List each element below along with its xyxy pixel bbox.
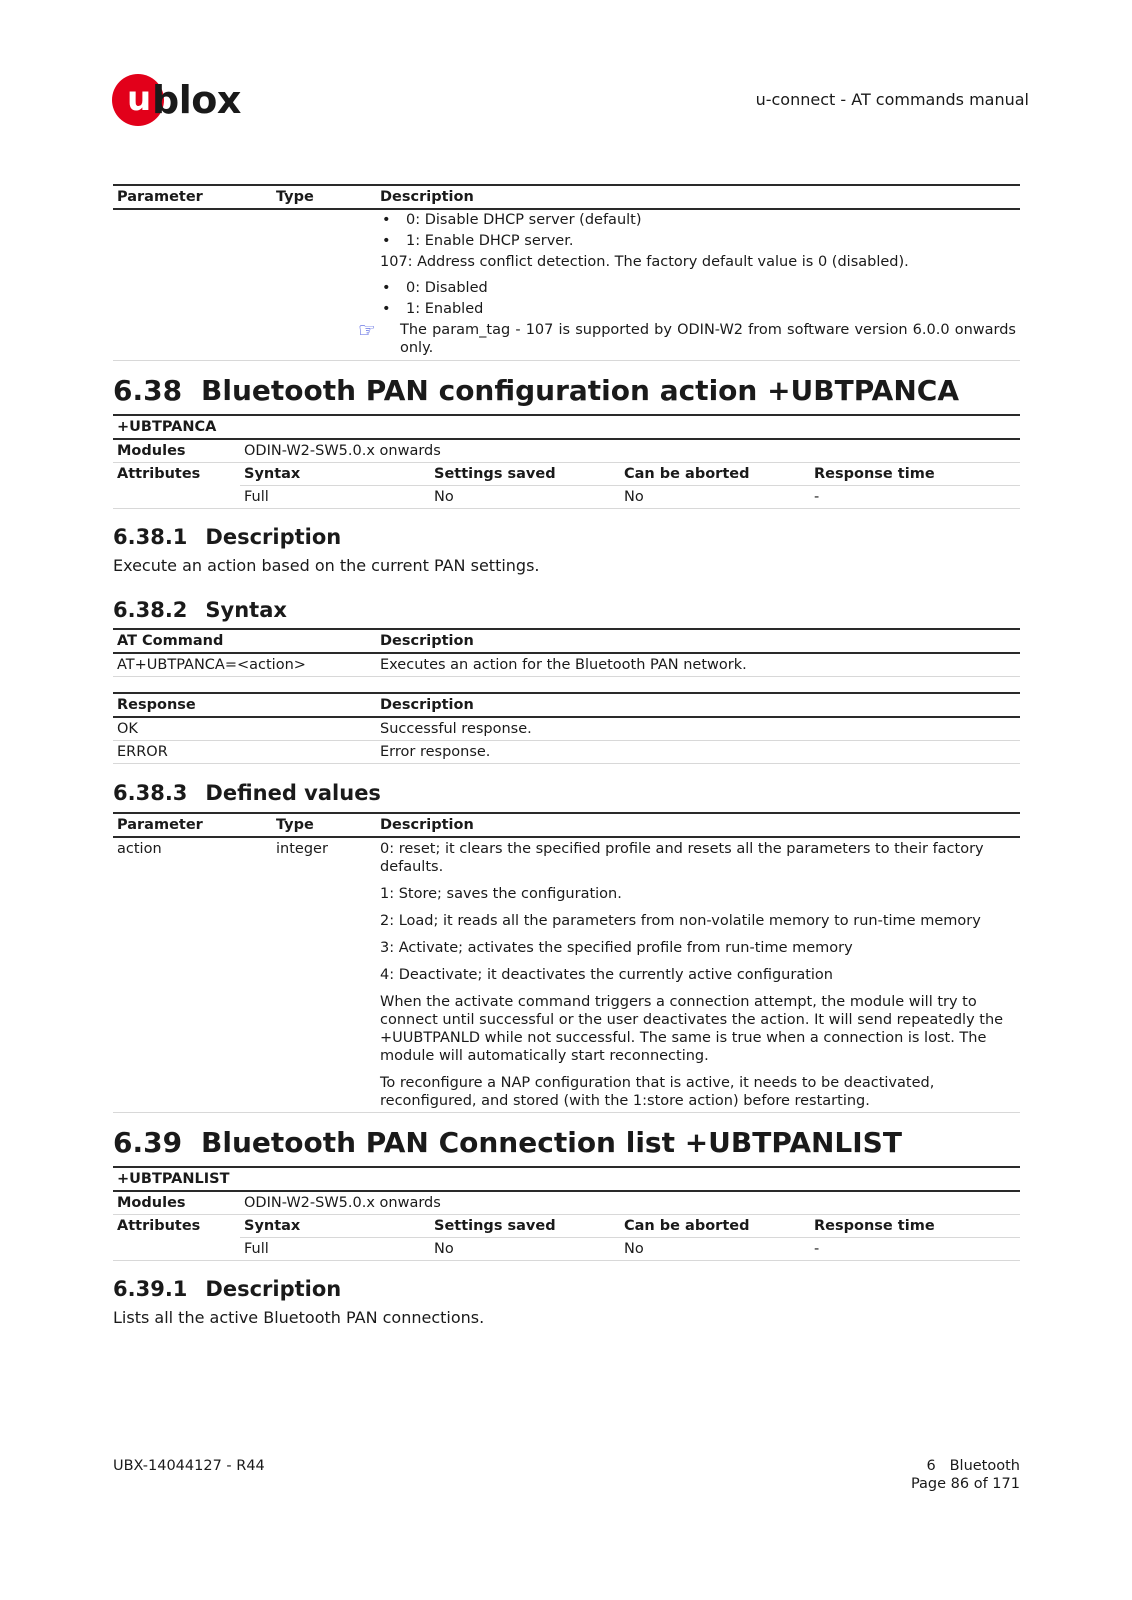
modules-value: ODIN-W2-SW5.0.x onwards [244,1195,441,1211]
logo-text: blox [152,78,241,122]
subsection-title-text: Description [205,1277,342,1301]
attr-syntax-header: Syntax [244,466,301,482]
section-title-6-39 [113,1127,902,1159]
attr-can-be-aborted-value: No [624,1241,644,1257]
attr-response-time-value: - [814,1241,820,1257]
col-parameter: Parameter [117,817,203,833]
attr-syntax-value: Full [244,1241,269,1257]
col-description: Description [380,697,474,713]
response-table [113,692,1020,764]
command-name: +UBTPANLIST [117,1171,230,1187]
attr-response-time-value: - [814,489,820,505]
response-description: Error response. [380,744,491,760]
attr-can-be-aborted-header: Can be aborted [624,466,750,482]
attributes-label: Attributes [117,466,201,482]
list-item: • 1: Enabled [380,300,1016,318]
col-description: Description [380,633,474,649]
col-parameter: Parameter [117,189,203,205]
footer-page-number: Page 86 of 171 [910,1476,1020,1492]
value-description: When the activate command triggers a connection attempt, the module will try to connect until successful or the user deactivates the action. It will send repeatedly the +UUBTPANLD while not successful. The same is true when a connection is lost. The module will automatically start reconnecting. [380,994,1004,1064]
list-item: • 0: Disable DHCP server (default) [380,211,1016,229]
attr-can-be-aborted-header: Can be aborted [624,1218,750,1234]
subsection-title-text: Syntax [205,598,287,622]
col-type: Type [276,817,314,833]
attributes-table-ubtpanca [113,414,1020,509]
param-name: action [117,841,162,857]
attr-settings-saved-value: No [434,1241,454,1257]
col-description: Description [380,817,474,833]
logo-u: u [127,79,152,119]
response-description: Successful response. [380,721,532,737]
subsection-number: 6.38.1 [113,525,188,549]
footer-chapter: 6 Bluetooth [926,1458,1020,1474]
attr-settings-saved-header: Settings saved [434,466,556,482]
attr-settings-saved-value: No [434,489,454,505]
attr-response-time-header: Response time [814,1218,935,1234]
description-text: Lists all the active Bluetooth PAN connections. [113,1308,485,1327]
subsection-title-6-39-1 [113,1276,341,1302]
attr-response-time-header: Response time [814,466,935,482]
value-description: 3: Activate; activates the specified profile from run-time memory [380,940,853,956]
at-command-value: AT+UBTPANCA=<action> [117,657,306,673]
pointing-hand-icon: ☞ [358,318,376,342]
attr-can-be-aborted-value: No [624,489,644,505]
section-title-6-38 [113,375,959,407]
defined-values-table [113,812,1020,1113]
section-number: 6.38 [113,374,183,407]
description-text: Execute an action based on the current PAN settings. [113,556,540,575]
attr-syntax-value: Full [244,489,269,505]
col-at-command: AT Command [117,633,224,649]
command-name: +UBTPANCA [117,419,217,435]
subsection-title-text: Description [205,525,342,549]
col-response: Response [117,697,196,713]
list-item: • 0: Disabled [380,279,1016,297]
subsection-title-6-38-1 [113,524,341,550]
parameter-table-continued [113,184,1020,361]
value-description: 2: Load; it reads all the parameters from non-volatile memory to run-time memory [380,913,981,929]
subsection-number: 6.39.1 [113,1277,188,1301]
attributes-label: Attributes [117,1218,201,1234]
col-description: Description [380,189,474,205]
subsection-title-6-38-3 [113,780,381,806]
modules-label: Modules [117,1195,186,1211]
col-type: Type [276,189,314,205]
attributes-table-ubtpanlist [113,1166,1020,1261]
value-description: 4: Deactivate; it deactivates the currently active configuration [380,967,833,983]
response-value: OK [117,721,138,737]
modules-value: ODIN-W2-SW5.0.x onwards [244,443,441,459]
footer-doc-id: UBX-14044127 - R44 [113,1458,265,1474]
at-command-description: Executes an action for the Bluetooth PAN network. [380,657,747,673]
attr-syntax-header: Syntax [244,1218,301,1234]
manual-title: u-connect - AT commands manual [755,90,1029,109]
list-item: • 1: Enable DHCP server. [380,232,1016,250]
syntax-table [113,628,1020,677]
note-text: The param_tag - 107 is supported by ODIN-W2 from software version 6.0.0 onwards only. [400,322,1016,356]
subsection-number: 6.38.3 [113,781,188,805]
subsection-title-6-38-2 [113,597,287,623]
value-description: 1: Store; saves the configuration. [380,886,622,902]
response-value: ERROR [117,744,168,760]
section-title-text: Bluetooth PAN Connection list +UBTPANLIST [201,1126,902,1159]
section-title-text: Bluetooth PAN configuration action +UBTPANCA [201,374,959,407]
attr-settings-saved-header: Settings saved [434,1218,556,1234]
section-number: 6.39 [113,1126,183,1159]
value-description: To reconfigure a NAP configuration that is active, it needs to be deactivated, reconfigured, and stored (with the 1:store action) before restarting. [380,1075,935,1109]
note [358,318,1016,357]
value-description: 0: reset; it clears the specified profile and resets all the parameters to their factory defaults. [380,841,984,875]
subsection-number: 6.38.2 [113,598,188,622]
modules-label: Modules [117,443,186,459]
subsection-title-text: Defined values [205,781,381,805]
param-type: integer [276,841,328,857]
ublox-logo [112,74,262,128]
param-107-text: 107: Address conflict detection. The factory default value is 0 (disabled). [380,254,909,270]
